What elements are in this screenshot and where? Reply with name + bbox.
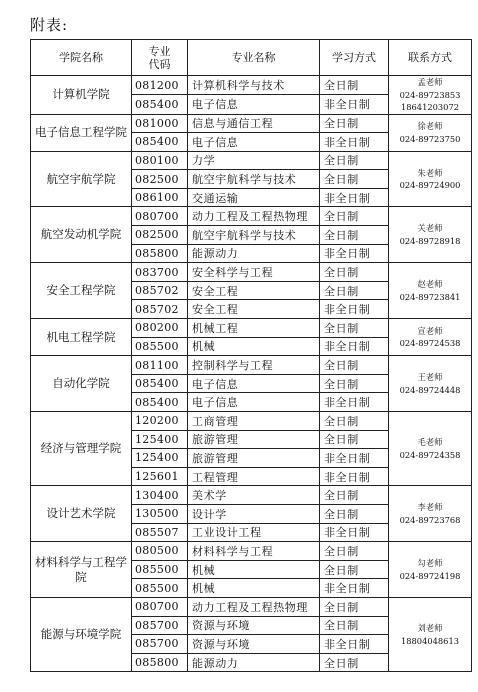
contact-cell [389,542,472,598]
table-body [31,76,472,672]
major-name-cell: 航空宇航科学与技术 [188,226,320,245]
school-name-cell: 能源与环境学院 [31,597,132,671]
major-name-cell: 电子信息 [188,95,320,114]
program-code-cell: 085800 [132,653,188,672]
major-name-cell: 工程管理 [188,467,320,486]
contact-phone: 024-89723853 [399,89,461,100]
program-code-cell: 130400 [132,486,188,505]
table-row [31,207,472,226]
study-mode-cell: 全日制 [320,319,389,338]
program-code-cell: 125400 [132,449,188,468]
contact-phone: 024-89724538 [399,338,461,349]
contact-person: 宣老师 [417,325,443,336]
program-code-cell: 080500 [132,542,188,561]
program-code-cell: 085400 [132,374,188,393]
program-code-cell: 080700 [132,597,188,616]
header-mode: 学习方式 [320,40,389,76]
major-name-cell: 旅游管理 [188,430,320,449]
study-mode-cell: 全日制 [320,170,389,189]
study-mode-cell: 全日制 [320,597,389,616]
program-code-cell: 085500 [132,579,188,598]
major-name-cell: 机械工程 [188,319,320,338]
table-row [31,412,472,431]
study-mode-cell: 全日制 [320,207,389,226]
contact-phone: 024-89724358 [399,449,461,460]
header-school: 学院名称 [31,40,132,76]
contact-phone: 024-89728918 [399,235,461,246]
contact-cell [389,486,472,542]
contact-phone: 18641203072 [400,102,460,112]
header-code: 专业代码 [132,40,188,76]
major-name-cell: 机械 [188,560,320,579]
program-code-cell: 082500 [132,226,188,245]
major-name-cell: 电子信息 [188,393,320,412]
study-mode-cell: 全日制 [320,486,389,505]
school-name-cell: 安全工程学院 [31,263,132,319]
program-code-cell: 080200 [132,319,188,338]
major-name-cell: 动力工程及工程热物理 [188,207,320,226]
study-mode-cell: 非全日制 [320,523,389,542]
table-row [31,542,472,561]
table-row [31,356,472,375]
study-mode-cell: 全日制 [320,374,389,393]
program-code-cell: 080100 [132,151,188,170]
study-mode-cell: 非全日制 [320,467,389,486]
table-row [31,319,472,338]
major-name-cell: 资源与环境 [188,635,320,654]
school-name-cell: 计算机学院 [31,76,132,115]
contact-cell [389,114,472,151]
school-name-cell: 经济与管理学院 [31,412,132,486]
program-code-cell: 082500 [132,170,188,189]
program-code-cell: 086100 [132,188,188,207]
program-code-cell: 085400 [132,393,188,412]
contact-cell [389,356,472,412]
contact-phone: 024-89723841 [399,291,461,302]
table-row [31,597,472,616]
major-name-cell: 力学 [188,151,320,170]
study-mode-cell: 非全日制 [320,635,389,654]
table-row [31,151,472,170]
major-name-cell: 机械 [188,337,320,356]
program-code-cell: 085702 [132,281,188,300]
major-name-cell: 动力工程及工程热物理 [188,597,320,616]
program-code-cell: 085400 [132,133,188,152]
program-code-cell: 125400 [132,430,188,449]
contact-cell [389,207,472,263]
contact-phone: 024-89723768 [399,514,461,525]
study-mode-cell: 全日制 [320,281,389,300]
study-mode-cell: 全日制 [320,356,389,375]
major-name-cell: 材料科学与工程 [188,542,320,561]
major-name-cell: 美术学 [188,486,320,505]
contact-person: 赵老师 [417,279,443,290]
major-name-cell: 航空宇航科学与技术 [188,170,320,189]
study-mode-cell: 全日制 [320,412,389,431]
major-name-cell: 能源动力 [188,653,320,672]
study-mode-cell: 全日制 [320,616,389,635]
contact-person: 王老师 [417,372,443,383]
study-mode-cell: 非全日制 [320,393,389,412]
study-mode-cell: 非全日制 [320,579,389,598]
study-mode-cell: 全日制 [320,151,389,170]
school-name-cell: 航空宇航学院 [31,151,132,207]
study-mode-cell: 全日制 [320,226,389,245]
study-mode-cell: 非全日制 [320,300,389,319]
school-name-cell: 航空发动机学院 [31,207,132,263]
major-name-cell: 交通运输 [188,188,320,207]
major-name-cell: 旅游管理 [188,449,320,468]
program-code-cell: 130500 [132,504,188,523]
program-code-cell: 085702 [132,300,188,319]
school-name-cell: 机电工程学院 [31,319,132,356]
contact-cell [389,412,472,486]
study-mode-cell: 全日制 [320,430,389,449]
major-name-cell: 工业设计工程 [188,523,320,542]
major-name-cell: 安全工程 [188,281,320,300]
contact-phone: 024-89724900 [399,180,461,191]
study-mode-cell: 非全日制 [320,244,389,263]
contact-phone: 024-89724198 [399,570,461,581]
study-mode-cell: 非全日制 [320,133,389,152]
table-header-row [31,40,472,76]
major-name-cell: 安全科学与工程 [188,263,320,282]
program-code-cell: 085800 [132,244,188,263]
contact-cell [389,597,472,671]
contact-phone: 024-89723750 [399,133,461,144]
study-mode-cell: 非全日制 [320,188,389,207]
program-code-cell: 085700 [132,616,188,635]
major-name-cell: 信息与通信工程 [188,114,320,133]
study-mode-cell: 全日制 [320,504,389,523]
contact-phone: 024-89724448 [399,384,461,395]
major-name-cell: 资源与环境 [188,616,320,635]
major-name-cell: 安全工程 [188,300,320,319]
contact-person: 毛老师 [417,437,443,448]
program-code-cell: 083700 [132,263,188,282]
school-name-cell: 自动化学院 [31,356,132,412]
contact-cell [389,319,472,356]
program-code-cell: 081200 [132,76,188,95]
study-mode-cell: 全日制 [320,542,389,561]
major-name-cell: 计算机科学与技术 [188,76,320,95]
contact-cell [389,263,472,319]
table-row [31,263,472,282]
study-mode-cell: 全日制 [320,263,389,282]
program-code-cell: 081000 [132,114,188,133]
program-code-cell: 085700 [132,635,188,654]
study-mode-cell: 全日制 [320,76,389,95]
contact-phone: 18804048613 [400,635,460,646]
major-name-cell: 能源动力 [188,244,320,263]
program-code-cell: 081100 [132,356,188,375]
study-mode-cell: 非全日制 [320,337,389,356]
study-mode-cell: 全日制 [320,560,389,579]
program-code-cell: 085500 [132,337,188,356]
major-name-cell: 电子信息 [188,133,320,152]
program-code-cell: 085507 [132,523,188,542]
contact-person: 徐老师 [417,121,443,132]
header-major: 专业名称 [188,40,320,76]
contact-person: 李老师 [417,502,443,513]
study-mode-cell: 非全日制 [320,95,389,114]
contact-cell [389,76,472,115]
major-name-cell: 机械 [188,579,320,598]
school-name-cell: 电子信息工程学院 [31,114,132,151]
program-table [30,39,472,672]
program-code-cell: 125601 [132,467,188,486]
contact-person: 勾老师 [417,558,443,569]
major-name-cell: 控制科学与工程 [188,356,320,375]
major-name-cell: 电子信息 [188,374,320,393]
table-row [31,114,472,133]
major-name-cell: 工商管理 [188,412,320,431]
study-mode-cell: 全日制 [320,653,389,672]
contact-person: 刘老师 [417,623,443,634]
table-row [31,486,472,505]
study-mode-cell: 全日制 [320,114,389,133]
contact-person: 关老师 [417,223,443,234]
school-name-cell: 材料科学与工程学院 [31,542,132,598]
program-code-cell: 120200 [132,412,188,431]
program-code-cell: 085500 [132,560,188,579]
contact-person: 孟老师 [417,77,443,87]
program-code-cell: 085400 [132,95,188,114]
table-row [31,76,472,95]
program-code-cell: 080700 [132,207,188,226]
contact-person: 朱老师 [417,167,443,178]
contact-cell [389,151,472,207]
header-contact: 联系方式 [389,40,472,76]
study-mode-cell: 非全日制 [320,449,389,468]
page-heading: 附表: [30,16,69,34]
major-name-cell: 设计学 [188,504,320,523]
school-name-cell: 设计艺术学院 [31,486,132,542]
